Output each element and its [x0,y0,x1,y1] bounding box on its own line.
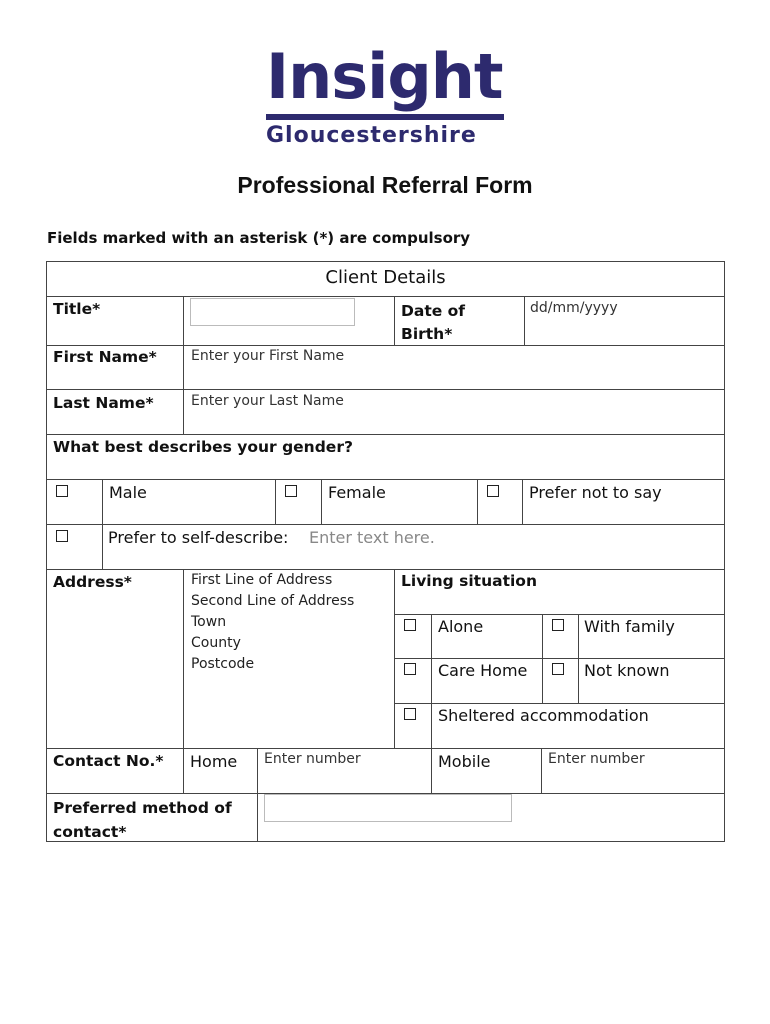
insight-logo [262,42,508,150]
gender-male-checkbox[interactable] [56,485,68,497]
gender-male-check-cell [46,479,103,525]
address-label-cell [46,569,184,749]
gender-pnts-check-cell [477,479,523,525]
home-label: Home [190,752,238,771]
living-sheltered-label: Sheltered accommodation [438,706,649,725]
address-label: Address* [53,573,132,591]
first-name-input[interactable]: Enter your First Name [191,348,345,364]
address-line-1[interactable]: First Line of Address [191,572,333,588]
title-label: Title* [53,300,101,318]
title-select[interactable] [190,298,355,326]
mobile-number-input[interactable]: Enter number [548,751,645,767]
last-name-input[interactable]: Enter your Last Name [191,393,344,409]
living-unknown-label: Not known [584,661,670,680]
gender-question: What best describes your gender? [53,438,353,456]
gender-female-label: Female [328,483,386,502]
dob-input[interactable]: dd/mm/yyyy [530,300,618,316]
gender-prefer-not-checkbox[interactable] [487,485,499,497]
address-line-2[interactable]: Second Line of Address [191,593,355,609]
contact-label: Contact No.* [53,752,164,770]
self-describe-input[interactable]: Enter text here. [309,528,435,547]
compulsory-note: Fields marked with an asterisk (*) are compulsory [47,229,471,247]
dob-label: Date of Birth* [401,302,466,343]
address-county[interactable]: County [191,635,241,651]
gender-prefer-not-label: Prefer not to say [529,483,662,502]
living-alone-label: Alone [438,617,484,636]
form-title: Professional Referral Form [237,172,533,198]
self-describe-checkbox[interactable] [56,530,68,542]
address-town[interactable]: Town [191,614,227,630]
first-name-label: First Name* [53,348,157,366]
gender-female-check-cell [275,479,322,525]
mobile-label: Mobile [438,752,491,771]
logo-wordmark: Insight [266,40,503,113]
address-postcode[interactable]: Postcode [191,656,255,672]
last-name-label: Last Name* [53,394,154,412]
living-situation-label: Living situation [401,572,537,590]
living-carehome-label: Care Home [438,661,528,680]
self-describe-label: Prefer to self-describe: [108,528,289,547]
living-family-checkbox[interactable] [552,619,564,631]
living-sheltered-checkbox[interactable] [404,708,416,720]
preferred-contact-label: Preferred method of contact* [53,799,232,841]
client-details-header-cell [46,261,725,297]
section-title: Client Details [325,267,446,288]
gender-male-label: Male [109,483,147,502]
preferred-contact-select[interactable] [264,794,512,822]
logo-underline [266,114,504,120]
gender-female-checkbox[interactable] [285,485,297,497]
living-carehome-checkbox[interactable] [404,663,416,675]
logo-subtitle: Gloucestershire [266,123,477,148]
self-describe-check-cell [46,524,103,570]
home-number-input[interactable]: Enter number [264,751,361,767]
living-alone-checkbox[interactable] [404,619,416,631]
living-family-label: With family [584,617,675,636]
living-unknown-checkbox[interactable] [552,663,564,675]
